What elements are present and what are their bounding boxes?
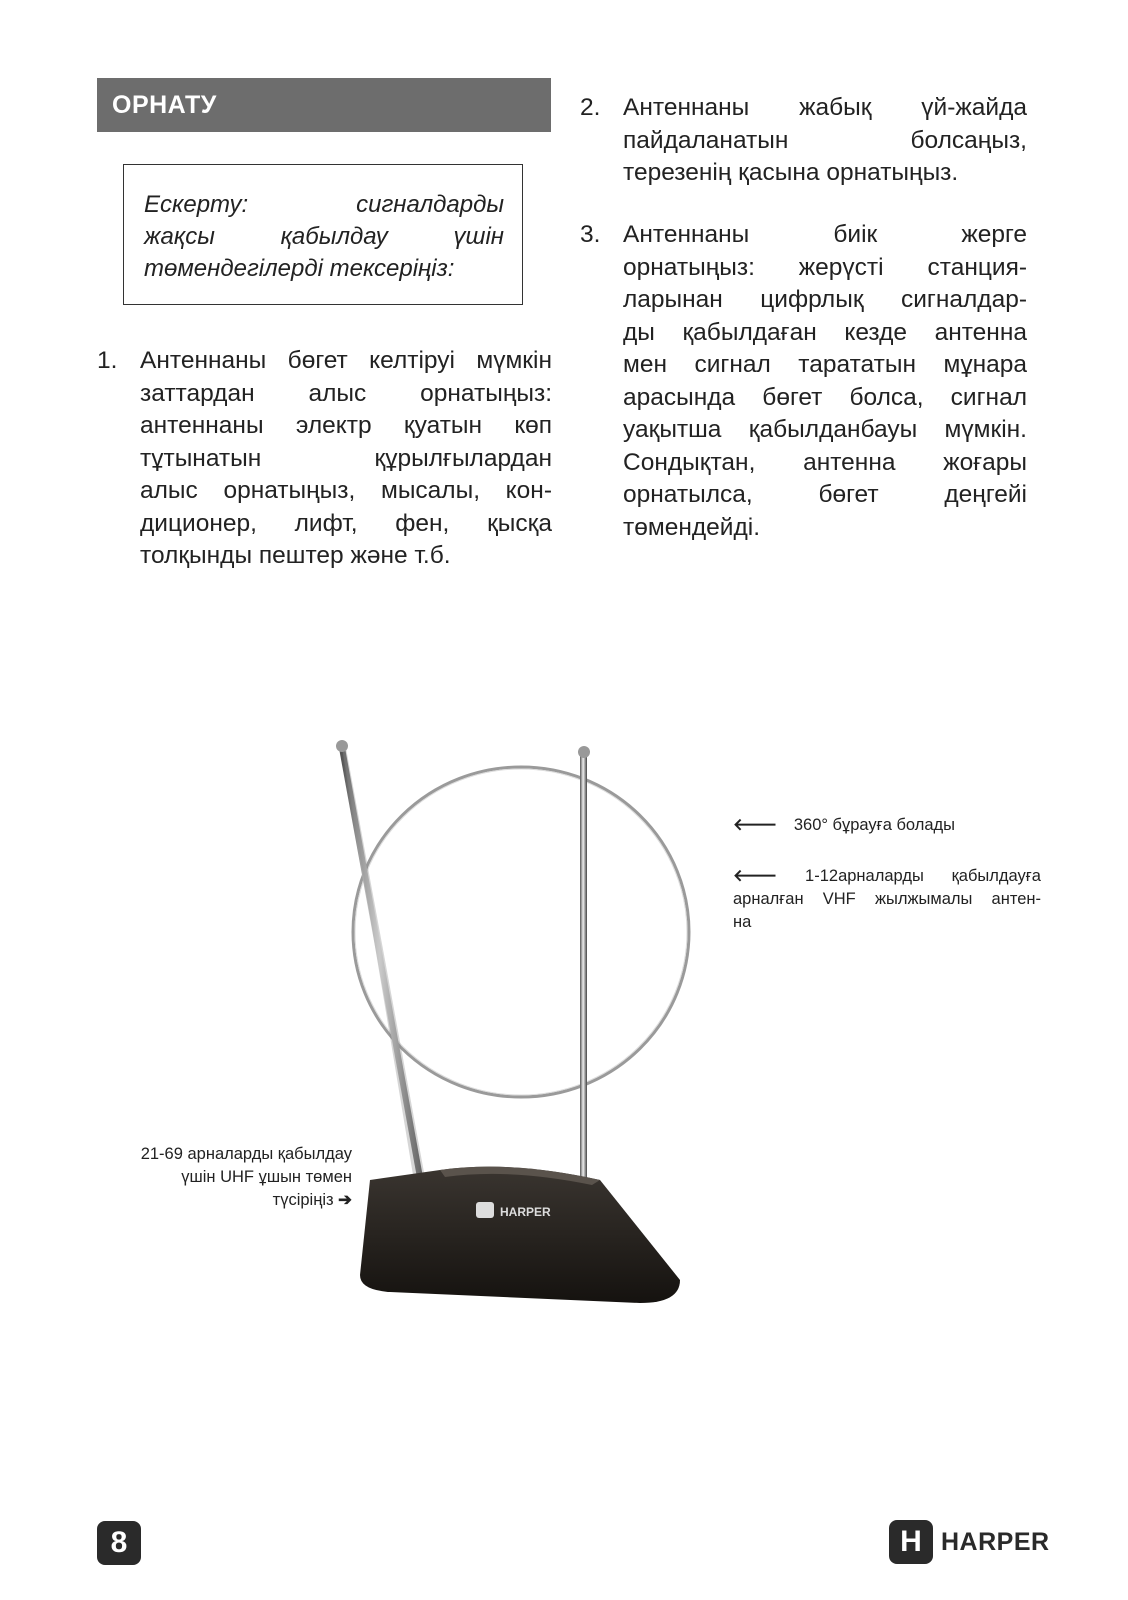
callout-line: на — [733, 913, 752, 931]
text-line: антеннаны электр қуатын көп — [140, 412, 552, 439]
list-number: 1. — [97, 347, 118, 374]
text-line: арасында бөгет болса, сигнал — [623, 383, 1027, 411]
text-line: тұтынатын құрылғылардан — [140, 444, 552, 472]
antenna-illustration — [330, 740, 720, 1219]
note-line: төмендегілерді тексеріңіз: — [144, 255, 455, 282]
text-line: ларынан цифрлық сигналдар- — [623, 286, 1027, 313]
list-number: 3. — [580, 221, 601, 248]
list-item-3 — [580, 219, 1027, 549]
text-line: орнатылса, бөгет деңгейі — [623, 481, 1027, 508]
callout-line: 21-69 арналарды қабылдау — [140, 1145, 352, 1163]
callout-line: 🡐 1-12арналарды қабылдауға — [733, 867, 1041, 885]
callout-uhf — [97, 1143, 352, 1212]
callout-line: үшін UHF ұшын төмен — [181, 1168, 352, 1186]
text-line: заттардан алыс орнатыңыз: — [140, 379, 552, 407]
arrow-right-icon: ➔ — [338, 1191, 352, 1209]
note-box — [123, 164, 523, 305]
text-line: Антеннаны биік жерге — [623, 221, 1027, 248]
list-number: 2. — [580, 94, 601, 121]
text-line: Антеннаны жабық үй-жайда — [623, 94, 1027, 121]
text-line: терезенің қасына орнатыңыз. — [623, 159, 959, 186]
text-line: уақытша қабылданбауы мүмкін. — [623, 416, 1027, 443]
callout-rotate — [733, 814, 1033, 837]
logo-mark: H — [889, 1520, 933, 1564]
text-line: толқынды пештер және т.б. — [140, 542, 451, 569]
brand-logo — [889, 1519, 1050, 1565]
antenna-brand: HARPER — [500, 1205, 551, 1219]
text-line: орнатыңыз: жерүсті станция- — [623, 253, 1027, 281]
text-line: диционер, лифт, фен, қысқа — [140, 509, 552, 537]
logo-text: HARPER — [941, 1527, 1050, 1556]
list-item-1 — [97, 345, 552, 585]
note-line: жақсы қабылдау үшін — [144, 223, 504, 250]
section-title: ОРНАТУ — [97, 78, 551, 132]
text-line: ды қабылдаған кезде антенна — [623, 318, 1027, 346]
note-line: Ескерту: сигналдарды — [144, 191, 504, 218]
callout-line: арналған VHF жылжымалы антен- — [733, 890, 1041, 908]
text-line: Антеннаны бөгет келтіруі мүмкін — [140, 347, 552, 374]
text-line: Сондықтан, антенна жоғары — [623, 448, 1027, 476]
callout-vhf — [733, 865, 1041, 934]
antenna-base — [360, 1167, 680, 1303]
page-number: 8 — [97, 1521, 141, 1565]
arrow-left-icon: 🡐 — [733, 816, 778, 834]
text-line: төмендейді. — [623, 513, 760, 541]
list-item-2 — [580, 92, 1027, 202]
text-line: пайдаланатын болсаңыз, — [623, 126, 1027, 154]
text-line: мен сигнал тарататын мұнара — [623, 351, 1027, 378]
callout-line: түсіріңіз ➔ — [272, 1191, 352, 1209]
callout-text: 360° бұрауға болады — [793, 816, 956, 834]
text-line: алыс орнатыңыз, мысалы, кон- — [140, 477, 552, 504]
vhf-rod-right — [580, 754, 587, 1209]
arrow-left-icon: 🡐 — [733, 867, 778, 885]
